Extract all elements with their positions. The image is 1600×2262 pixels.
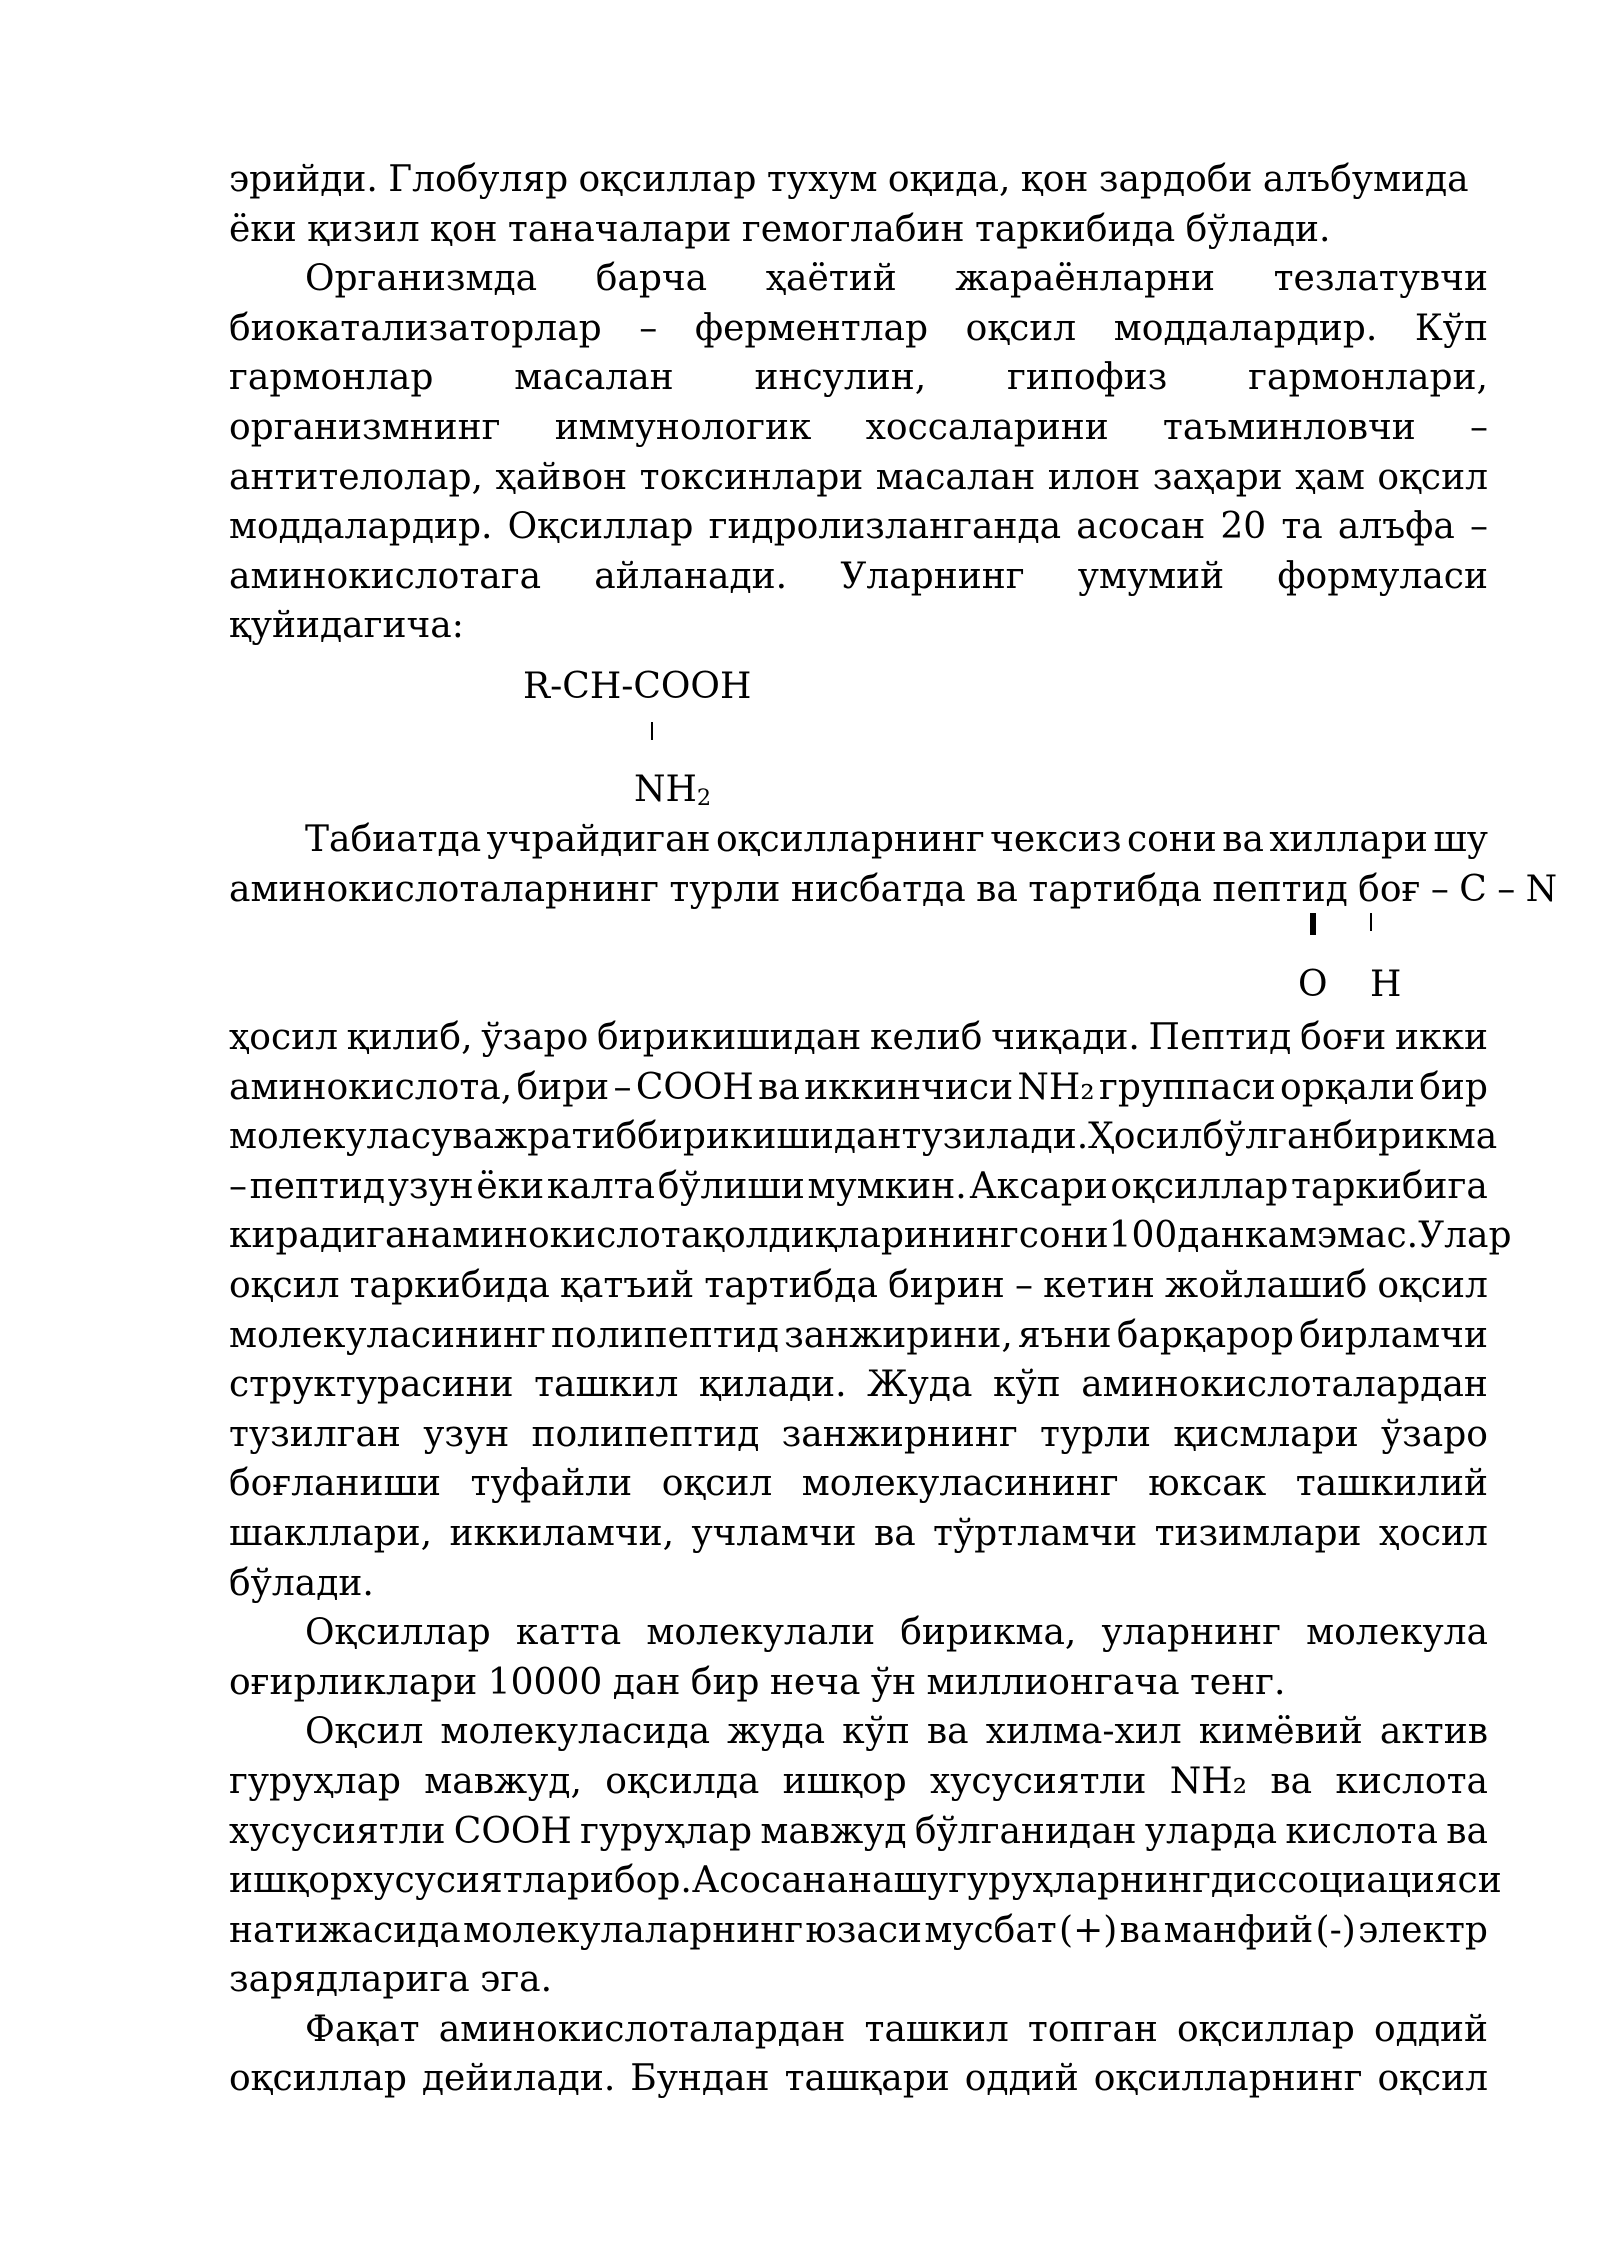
word: жараёнларни xyxy=(955,258,1216,300)
word: бўлиши xyxy=(657,1165,805,1207)
word: юзаси xyxy=(805,1909,923,1951)
word: бирламчи xyxy=(1299,1314,1488,1356)
word: бир xyxy=(1419,1066,1488,1108)
text-line xyxy=(229,2054,1488,2104)
word: узун xyxy=(423,1413,510,1455)
word: гуруҳлар xyxy=(229,1760,401,1802)
word: ўзаро xyxy=(1380,1413,1488,1455)
word: – xyxy=(613,1066,632,1108)
word: тузилади. xyxy=(901,1116,1089,1158)
word: организмнинг xyxy=(229,406,501,448)
word: бирикма xyxy=(1332,1116,1498,1158)
word: бирикишидан xyxy=(637,1116,902,1158)
word: тузилган xyxy=(229,1413,401,1455)
word: асосан xyxy=(1076,506,1206,548)
word: мавжуд, xyxy=(424,1760,582,1802)
word: жойлашиб xyxy=(1164,1264,1368,1306)
word: ана xyxy=(826,1860,894,1902)
word: мусбат xyxy=(924,1909,1057,1951)
text-line xyxy=(229,502,1488,552)
word: қилиб, xyxy=(346,1017,473,1058)
word: гармонлар xyxy=(229,357,434,399)
word: полипептид xyxy=(531,1413,760,1455)
text-line xyxy=(229,254,1488,304)
word: Табиатда xyxy=(305,819,482,860)
word: миллионгача xyxy=(926,1661,1180,1703)
word: аминокислота xyxy=(430,1215,703,1257)
word: нисбатда xyxy=(790,868,966,910)
word: қуйидагича: xyxy=(229,605,464,647)
peptide-oxygen: O xyxy=(1298,964,1328,1005)
word: – xyxy=(1469,406,1488,448)
word: ва xyxy=(1222,819,1264,860)
word: дейилади. xyxy=(421,2058,616,2100)
word: алъфа xyxy=(1337,506,1455,548)
word: токсинлари xyxy=(639,456,864,498)
word: мумкин. xyxy=(807,1165,967,1207)
word: формуласи xyxy=(1277,555,1488,597)
text-line xyxy=(229,1559,1488,1609)
word: оқида, xyxy=(887,159,1011,200)
word: Асосан xyxy=(691,1860,827,1902)
text-line xyxy=(229,1658,1488,1708)
word: полипептид xyxy=(551,1314,779,1356)
word: ҳам xyxy=(1295,456,1365,498)
word: Оқсиллар xyxy=(507,506,694,548)
word: кислота xyxy=(1285,1810,1438,1852)
word: Фақат xyxy=(305,2008,420,2050)
word: ҳайвон xyxy=(495,456,628,498)
word: таркибига xyxy=(1290,1165,1488,1207)
word: COOH xyxy=(635,1066,754,1108)
word: жуда xyxy=(727,1711,826,1753)
word: гипофиз xyxy=(1006,357,1168,399)
word: илон xyxy=(1047,456,1141,498)
word: келиб xyxy=(870,1017,983,1058)
word: заҳари xyxy=(1152,456,1283,498)
word: кимёвий xyxy=(1198,1711,1363,1753)
word: Аксари xyxy=(969,1165,1108,1207)
word: ёки xyxy=(229,208,297,250)
word: молекуласининг xyxy=(229,1314,546,1356)
word: пептид xyxy=(249,1165,386,1207)
paragraph-block-bottom xyxy=(229,1013,1512,2104)
text-line xyxy=(229,815,1488,865)
word: бири xyxy=(516,1066,610,1108)
word: гуруҳлар xyxy=(580,1810,753,1852)
word: аминокислота, xyxy=(229,1066,513,1108)
text-line xyxy=(229,205,1488,255)
word: аминокислоталарнинг xyxy=(229,868,659,910)
word: диссоциацияси xyxy=(1210,1860,1502,1902)
text-line xyxy=(229,1608,1488,1658)
word: NH₂ xyxy=(1169,1760,1248,1802)
word: – xyxy=(1469,506,1488,548)
text-line xyxy=(229,1311,1488,1361)
formula-main: R-CH-COOH xyxy=(523,666,752,707)
word: кўп xyxy=(842,1711,910,1753)
word: боғи xyxy=(1300,1017,1387,1058)
word: таначалари xyxy=(507,208,732,250)
word: молекула xyxy=(229,1116,411,1158)
word: структурасини xyxy=(229,1364,514,1406)
word: ташкил xyxy=(534,1364,679,1406)
word: оқсил xyxy=(1377,1264,1488,1306)
word: та xyxy=(1281,506,1323,548)
word: бўлганидан xyxy=(914,1810,1137,1852)
word: ёки xyxy=(476,1165,545,1207)
word: зардоби xyxy=(1098,159,1253,200)
text-line xyxy=(229,865,1558,915)
word: ишқор xyxy=(229,1860,353,1902)
word: масалан xyxy=(514,357,674,399)
word: шакллари, xyxy=(229,1512,433,1554)
word: оқсил xyxy=(1377,2058,1488,2100)
word: ва xyxy=(926,1711,969,1753)
word: уларда xyxy=(1144,1810,1278,1852)
word: бор. xyxy=(613,1860,692,1902)
word: яъни xyxy=(1017,1314,1112,1356)
word: зарядларига xyxy=(229,1959,470,2001)
paragraph-block-top xyxy=(229,155,1488,651)
word: ўзаро xyxy=(481,1017,589,1058)
word: – xyxy=(1497,868,1516,910)
text-line xyxy=(229,1112,1498,1162)
word: оқсил xyxy=(229,1264,340,1306)
text-line xyxy=(229,1459,1488,1509)
word: хоссаларини xyxy=(865,406,1109,448)
word: (+) xyxy=(1059,1909,1118,1951)
word: бирикма, xyxy=(900,1612,1077,1654)
word: 20 xyxy=(1220,506,1267,548)
word: қилади. xyxy=(698,1364,847,1406)
word: ташкилий xyxy=(1295,1463,1488,1505)
word: бўлади. xyxy=(1185,208,1331,250)
word: қон xyxy=(430,208,498,250)
word: молекулаларнинг xyxy=(463,1909,804,1951)
word: учламчи xyxy=(691,1512,857,1554)
word: бўлади. xyxy=(229,1562,374,1604)
word: гуруҳларнинг xyxy=(948,1860,1211,1902)
word: Организмда xyxy=(305,258,538,300)
word: (-) xyxy=(1315,1909,1356,1951)
word: хусусиятли xyxy=(229,1810,446,1852)
word: Улар xyxy=(1418,1215,1512,1257)
word: кўп xyxy=(992,1364,1061,1406)
word: эга. xyxy=(480,1959,553,2001)
text-line xyxy=(229,304,1488,354)
word: оқсилларнинг xyxy=(715,819,985,860)
word: уларнинг xyxy=(1101,1612,1281,1654)
word: кетин xyxy=(1043,1264,1155,1306)
word: эмас. xyxy=(1316,1215,1419,1257)
word: қолдиқларининг xyxy=(702,1215,1019,1257)
word: тизимлари xyxy=(1154,1512,1362,1554)
word: барқарор xyxy=(1116,1314,1294,1356)
formula-amine: $NH_2$ xyxy=(634,769,712,812)
word: Жуда xyxy=(867,1364,973,1406)
word: бирин xyxy=(888,1264,1005,1306)
formula-bond-line xyxy=(651,722,653,740)
word: хусусиятлари xyxy=(353,1860,614,1902)
word: группаси xyxy=(1099,1066,1276,1108)
word: натижасида xyxy=(229,1909,461,1951)
word: катта xyxy=(515,1612,622,1654)
word: актив xyxy=(1379,1711,1488,1753)
word: Ҳосил xyxy=(1088,1116,1203,1158)
word: манфий xyxy=(1163,1909,1314,1951)
word: ва xyxy=(1270,1760,1313,1802)
word: Уларнинг xyxy=(840,555,1025,597)
word: ва xyxy=(1446,1810,1488,1852)
text-line xyxy=(229,1211,1512,1261)
word: тартибда xyxy=(1028,868,1202,910)
word: кислота xyxy=(1335,1760,1488,1802)
word: аминокислотага xyxy=(229,555,542,597)
word: – xyxy=(1014,1264,1033,1306)
word: ва xyxy=(758,1066,800,1108)
text-line xyxy=(229,1906,1488,1956)
word: таркибида xyxy=(349,1264,550,1306)
text-line xyxy=(229,1063,1488,1113)
word: оқсил xyxy=(1377,456,1488,498)
peptide-double-bond xyxy=(1310,913,1316,935)
word: аминокислоталардан xyxy=(1081,1364,1488,1406)
word: сони xyxy=(1126,819,1217,860)
word: тўртламчи xyxy=(933,1512,1138,1554)
word: молекуласининг xyxy=(801,1463,1119,1505)
word: узун xyxy=(387,1165,474,1207)
word: пептид xyxy=(1212,868,1348,910)
word: оқсилда xyxy=(605,1760,760,1802)
word: ва xyxy=(976,868,1018,910)
text-line xyxy=(229,1013,1488,1063)
word: сув xyxy=(410,1116,473,1158)
word: топган xyxy=(1027,2008,1158,2050)
word: учрайдиган xyxy=(486,819,711,860)
word: ва xyxy=(1119,1909,1162,1951)
word: N xyxy=(1525,868,1558,910)
word: Оқсиллар xyxy=(305,1612,491,1654)
text-line xyxy=(229,1410,1488,1460)
word: эрийди. xyxy=(229,159,378,200)
word: Бундан xyxy=(630,2058,770,2100)
text-line xyxy=(229,1856,1502,1906)
text-line xyxy=(229,601,1488,651)
text-line xyxy=(229,155,1488,205)
word: оқсил xyxy=(661,1463,773,1505)
word: алъбумида xyxy=(1262,159,1469,200)
word: мавжуд xyxy=(760,1810,907,1852)
word: ва xyxy=(873,1512,916,1554)
word: молекула xyxy=(1306,1612,1488,1654)
text-line xyxy=(229,1955,1488,2005)
word: бир xyxy=(690,1661,760,1703)
word: оқсиллар xyxy=(1110,1165,1289,1207)
word: иммунологик xyxy=(554,406,812,448)
word: чексиз xyxy=(990,819,1122,860)
word: биокатализаторлар xyxy=(229,307,602,349)
word: 10000 xyxy=(487,1661,603,1703)
paragraph-peptide xyxy=(229,815,1558,914)
word: хиллари xyxy=(1269,819,1428,860)
word: COOH xyxy=(453,1810,572,1852)
word: ташқари xyxy=(784,2058,950,2100)
word: оқсилларнинг xyxy=(1093,2058,1363,2100)
word: чиқади. xyxy=(991,1017,1140,1058)
word: оқсиллар xyxy=(578,159,757,200)
word: шу xyxy=(1433,819,1488,860)
word: тартибда xyxy=(704,1264,878,1306)
word: ҳаётий xyxy=(765,258,897,300)
word: 100 xyxy=(1108,1215,1178,1257)
word: Кўп xyxy=(1414,307,1488,349)
word: иккинчиси xyxy=(804,1066,1014,1108)
word: кам xyxy=(1244,1215,1317,1257)
word: Пептид xyxy=(1148,1017,1292,1058)
text-line xyxy=(229,1162,1488,1212)
word: оқсиллар xyxy=(229,2058,407,2100)
word: масалан xyxy=(875,456,1036,498)
text-line xyxy=(229,552,1488,602)
word: икки xyxy=(1394,1017,1488,1058)
word: дан xyxy=(1177,1215,1245,1257)
text-line xyxy=(229,453,1488,503)
word: боғланиши xyxy=(229,1463,441,1505)
word: ферментлар xyxy=(694,307,929,349)
word: турли xyxy=(1040,1413,1152,1455)
word: занжирини, xyxy=(784,1314,1013,1356)
text-line xyxy=(229,353,1488,403)
word: ҳосил xyxy=(1378,1512,1488,1554)
text-line xyxy=(229,1261,1488,1311)
word: юксак xyxy=(1148,1463,1267,1505)
word: оддий xyxy=(1373,2008,1488,2050)
word: барча xyxy=(595,258,708,300)
word: – xyxy=(1430,868,1449,910)
text-line xyxy=(229,2005,1488,2055)
word: умумий xyxy=(1077,555,1225,597)
word: антителолар, xyxy=(229,456,483,498)
word: бўлган xyxy=(1202,1116,1333,1158)
word: ишқор xyxy=(782,1760,907,1802)
word: қон xyxy=(1020,159,1089,200)
word: ўн xyxy=(870,1661,917,1703)
word: кирадиган xyxy=(229,1215,431,1257)
word: хилма-хил xyxy=(985,1711,1182,1753)
word: гидролизланганда xyxy=(708,506,1062,548)
word: – xyxy=(229,1165,247,1207)
peptide-single-bond xyxy=(1370,913,1372,931)
word: тезлатувчи xyxy=(1273,258,1488,300)
text-line xyxy=(229,1707,1488,1757)
word: аминокислоталардан xyxy=(438,2008,846,2050)
word: оқсил xyxy=(965,307,1077,349)
word: қисмлари xyxy=(1173,1413,1359,1455)
word: молекуласида xyxy=(440,1711,711,1753)
word: C xyxy=(1459,868,1487,910)
word: оқсиллар xyxy=(1176,2008,1355,2050)
word: шу xyxy=(893,1860,949,1902)
word: хусусиятли xyxy=(929,1760,1147,1802)
word: таъминловчи xyxy=(1162,406,1416,448)
word: гемоглабин xyxy=(741,208,965,250)
word: қатъий xyxy=(560,1264,695,1306)
word: гармонлари, xyxy=(1248,357,1488,399)
word: NH₂ xyxy=(1017,1066,1095,1108)
text-line xyxy=(229,403,1488,453)
word: калта xyxy=(546,1165,656,1207)
word: боғ xyxy=(1358,868,1421,910)
text-line xyxy=(229,1807,1488,1857)
word: иккиламчи, xyxy=(449,1512,675,1554)
word: оғирликлари xyxy=(229,1661,478,1703)
word: Глобуляр xyxy=(388,159,569,200)
word: туфайли xyxy=(470,1463,633,1505)
word: электр xyxy=(1358,1909,1488,1951)
word: моддалардир. xyxy=(1113,307,1378,349)
word: моддалардир. xyxy=(229,506,493,548)
text-line xyxy=(229,1360,1488,1410)
word: бирикишидан xyxy=(597,1017,862,1058)
peptide-hydrogen: H xyxy=(1370,964,1402,1005)
word: турли xyxy=(669,868,781,910)
word: қизил xyxy=(307,208,420,250)
word: таркибида xyxy=(974,208,1176,250)
word: инсулин, xyxy=(754,357,927,399)
word: ташкил xyxy=(864,2008,1009,2050)
word: сони xyxy=(1018,1215,1109,1257)
word: дан xyxy=(612,1661,681,1703)
word: молекулали xyxy=(646,1612,876,1654)
word: Оқсил xyxy=(305,1711,424,1753)
text-line xyxy=(229,1757,1488,1807)
word: айланади. xyxy=(594,555,788,597)
word: ҳосил xyxy=(229,1017,339,1058)
word: тухум xyxy=(766,159,878,200)
word: неча xyxy=(769,1661,861,1703)
text-line xyxy=(229,1509,1488,1559)
word: оддий xyxy=(964,2058,1079,2100)
word: – xyxy=(639,307,658,349)
word: ажратиб xyxy=(472,1116,638,1158)
word: занжирнинг xyxy=(781,1413,1018,1455)
word: орқали xyxy=(1280,1066,1415,1108)
word: тенг. xyxy=(1189,1661,1286,1703)
